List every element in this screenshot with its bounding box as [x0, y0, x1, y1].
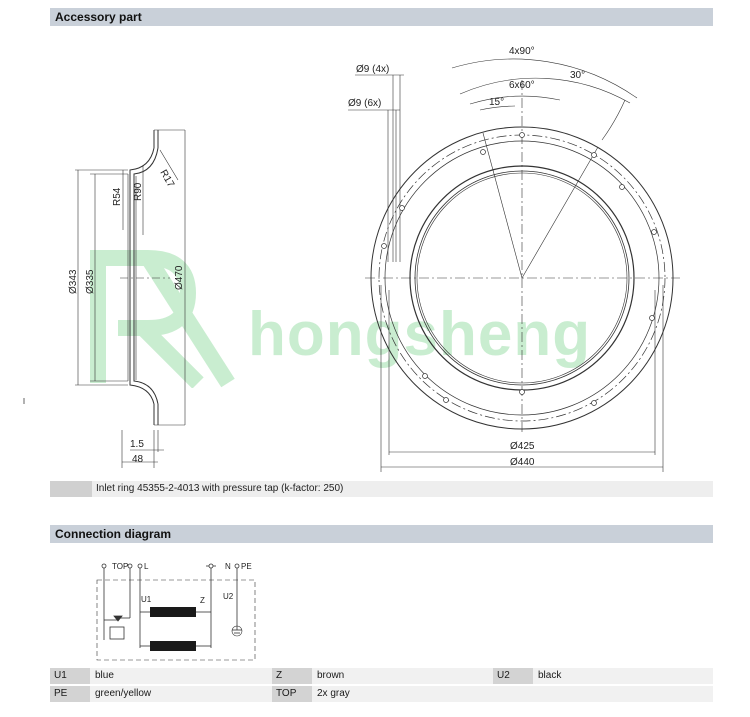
legend-value: blue	[95, 670, 114, 681]
legend-key: TOP	[272, 686, 312, 702]
mounting-holes	[382, 133, 657, 406]
accessory-part-header: Accessory part	[50, 8, 713, 26]
terminal-n: N	[225, 562, 231, 571]
dim-holes-6x: Ø9 (6x)	[348, 98, 382, 109]
accessory-description: Inlet ring 45355-2-4013 with pressure tap (k-factor: 250)	[96, 483, 344, 494]
description-swatch	[50, 481, 92, 497]
winding-u1: U1	[141, 595, 152, 604]
dim-1-5: 1.5	[130, 439, 144, 450]
dim-angle-15: 15°	[489, 97, 505, 108]
legend-key: U1	[50, 668, 90, 684]
dim-d440: Ø440	[510, 457, 535, 468]
legend-key: Z	[272, 668, 312, 684]
legend-value: 2x gray	[317, 688, 350, 699]
dim-angle-30: 30°	[570, 70, 586, 81]
dim-r17: R17	[157, 168, 177, 190]
legend-value: green/yellow	[95, 688, 152, 699]
legend-value: black	[538, 670, 562, 681]
legend-row	[50, 668, 713, 684]
terminal-l: L	[144, 562, 149, 571]
dim-r90: R90	[133, 182, 144, 201]
winding-u2: U2	[223, 592, 234, 601]
dim-d425: Ø425	[510, 441, 535, 452]
legend-row	[50, 686, 713, 702]
dim-d343: Ø343	[68, 269, 79, 294]
legend-key: U2	[493, 668, 533, 684]
dim-angle-6x60: 6x60°	[509, 80, 535, 91]
legend-value: brown	[317, 670, 345, 681]
legend-key: PE	[50, 686, 90, 702]
dim-r54: R54	[112, 187, 123, 206]
watermark-text: hongsheng	[248, 300, 592, 369]
accessory-description-row	[50, 481, 713, 497]
winding-z: Z	[200, 596, 205, 605]
wire-color-legend	[50, 668, 713, 704]
connection-diagram-header: Connection diagram	[50, 525, 713, 543]
dim-d335: Ø335	[85, 269, 96, 294]
dim-angle-4x90: 4x90°	[509, 46, 535, 57]
terminal-pe: PE	[241, 562, 252, 571]
dim-d470: Ø470	[174, 265, 185, 290]
dim-48: 48	[132, 454, 144, 465]
terminal-top: TOP	[112, 562, 129, 571]
front-view	[348, 59, 680, 472]
dim-holes-4x: Ø9 (4x)	[356, 64, 390, 75]
